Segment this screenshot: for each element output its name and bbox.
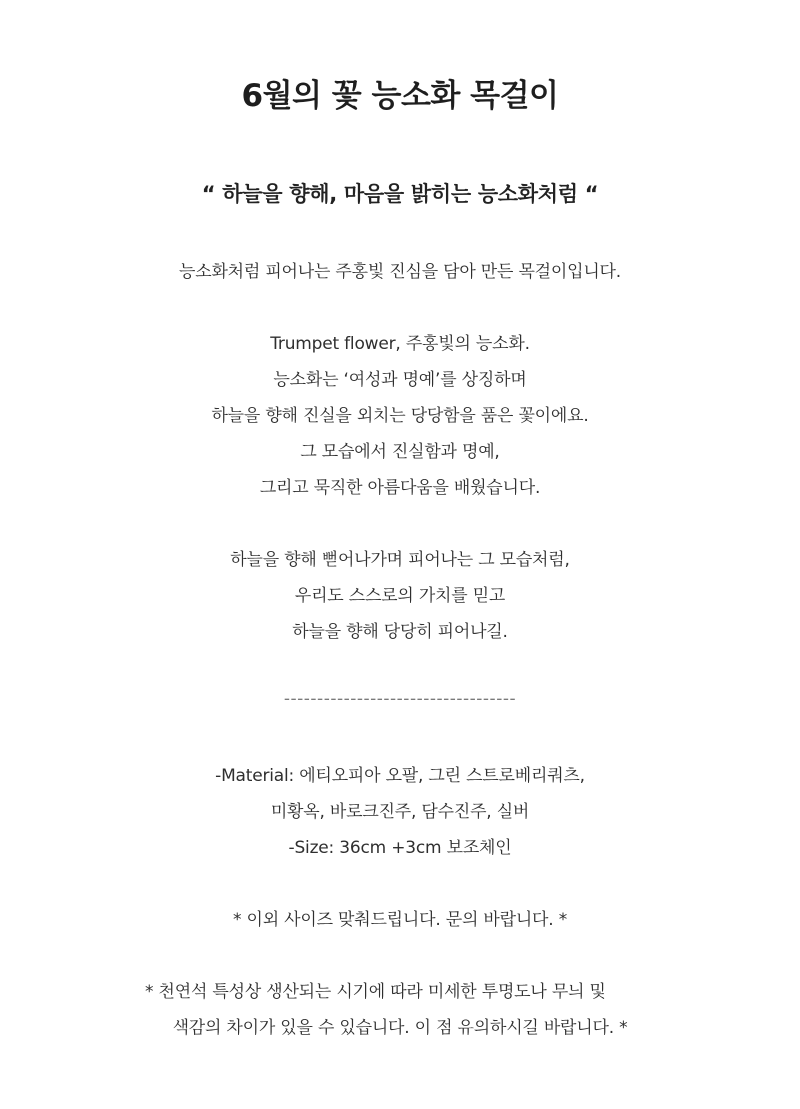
- section-divider: -----------------------------------: [283, 689, 517, 709]
- wish-line: 우리도 스스로의 가치를 믿고: [294, 586, 506, 606]
- story-line: 하늘을 향해 진실을 외치는 당당함을 품은 꽃이에요.: [211, 406, 589, 426]
- natural-stone-note: 색감의 차이가 있을 수 있습니다. 이 점 유의하시길 바랍니다. *: [172, 1018, 628, 1038]
- spec-material-line: 미황옥, 바로크진주, 담수진주, 실버: [270, 802, 530, 822]
- story-line: Trumpet flower, 주홍빛의 능소화.: [270, 334, 530, 354]
- tagline-quote: “ 하늘을 향해, 마음을 밝히는 능소화처럼 “: [201, 182, 599, 206]
- spec-material-line: -Material: 에티오피아 오팔, 그린 스트로베리쿼츠,: [215, 766, 585, 786]
- natural-stone-note: * 천연석 특성상 생산되는 시기에 따라 미세한 투명도나 무늬 및: [145, 982, 606, 1002]
- page-title: 6월의 꽃 능소화 목걸이: [241, 78, 559, 114]
- story-line: 그 모습에서 진실함과 명예,: [300, 442, 500, 462]
- story-line: 능소화는 ‘여성과 명예’를 상징하며: [273, 370, 527, 390]
- wish-line: 하늘을 향해 뻗어나가며 피어나는 그 모습처럼,: [230, 550, 570, 570]
- wish-line: 하늘을 향해 당당히 피어나길.: [292, 622, 508, 642]
- intro-text: 능소화처럼 피어나는 주홍빛 진심을 담아 만든 목걸이입니다.: [179, 262, 621, 282]
- spec-size-line: -Size: 36cm +3cm 보조체인: [288, 838, 512, 858]
- size-inquiry-note: * 이외 사이즈 맞춰드립니다. 문의 바랍니다. *: [232, 910, 567, 930]
- story-line: 그리고 묵직한 아름다움을 배웠습니다.: [259, 478, 541, 498]
